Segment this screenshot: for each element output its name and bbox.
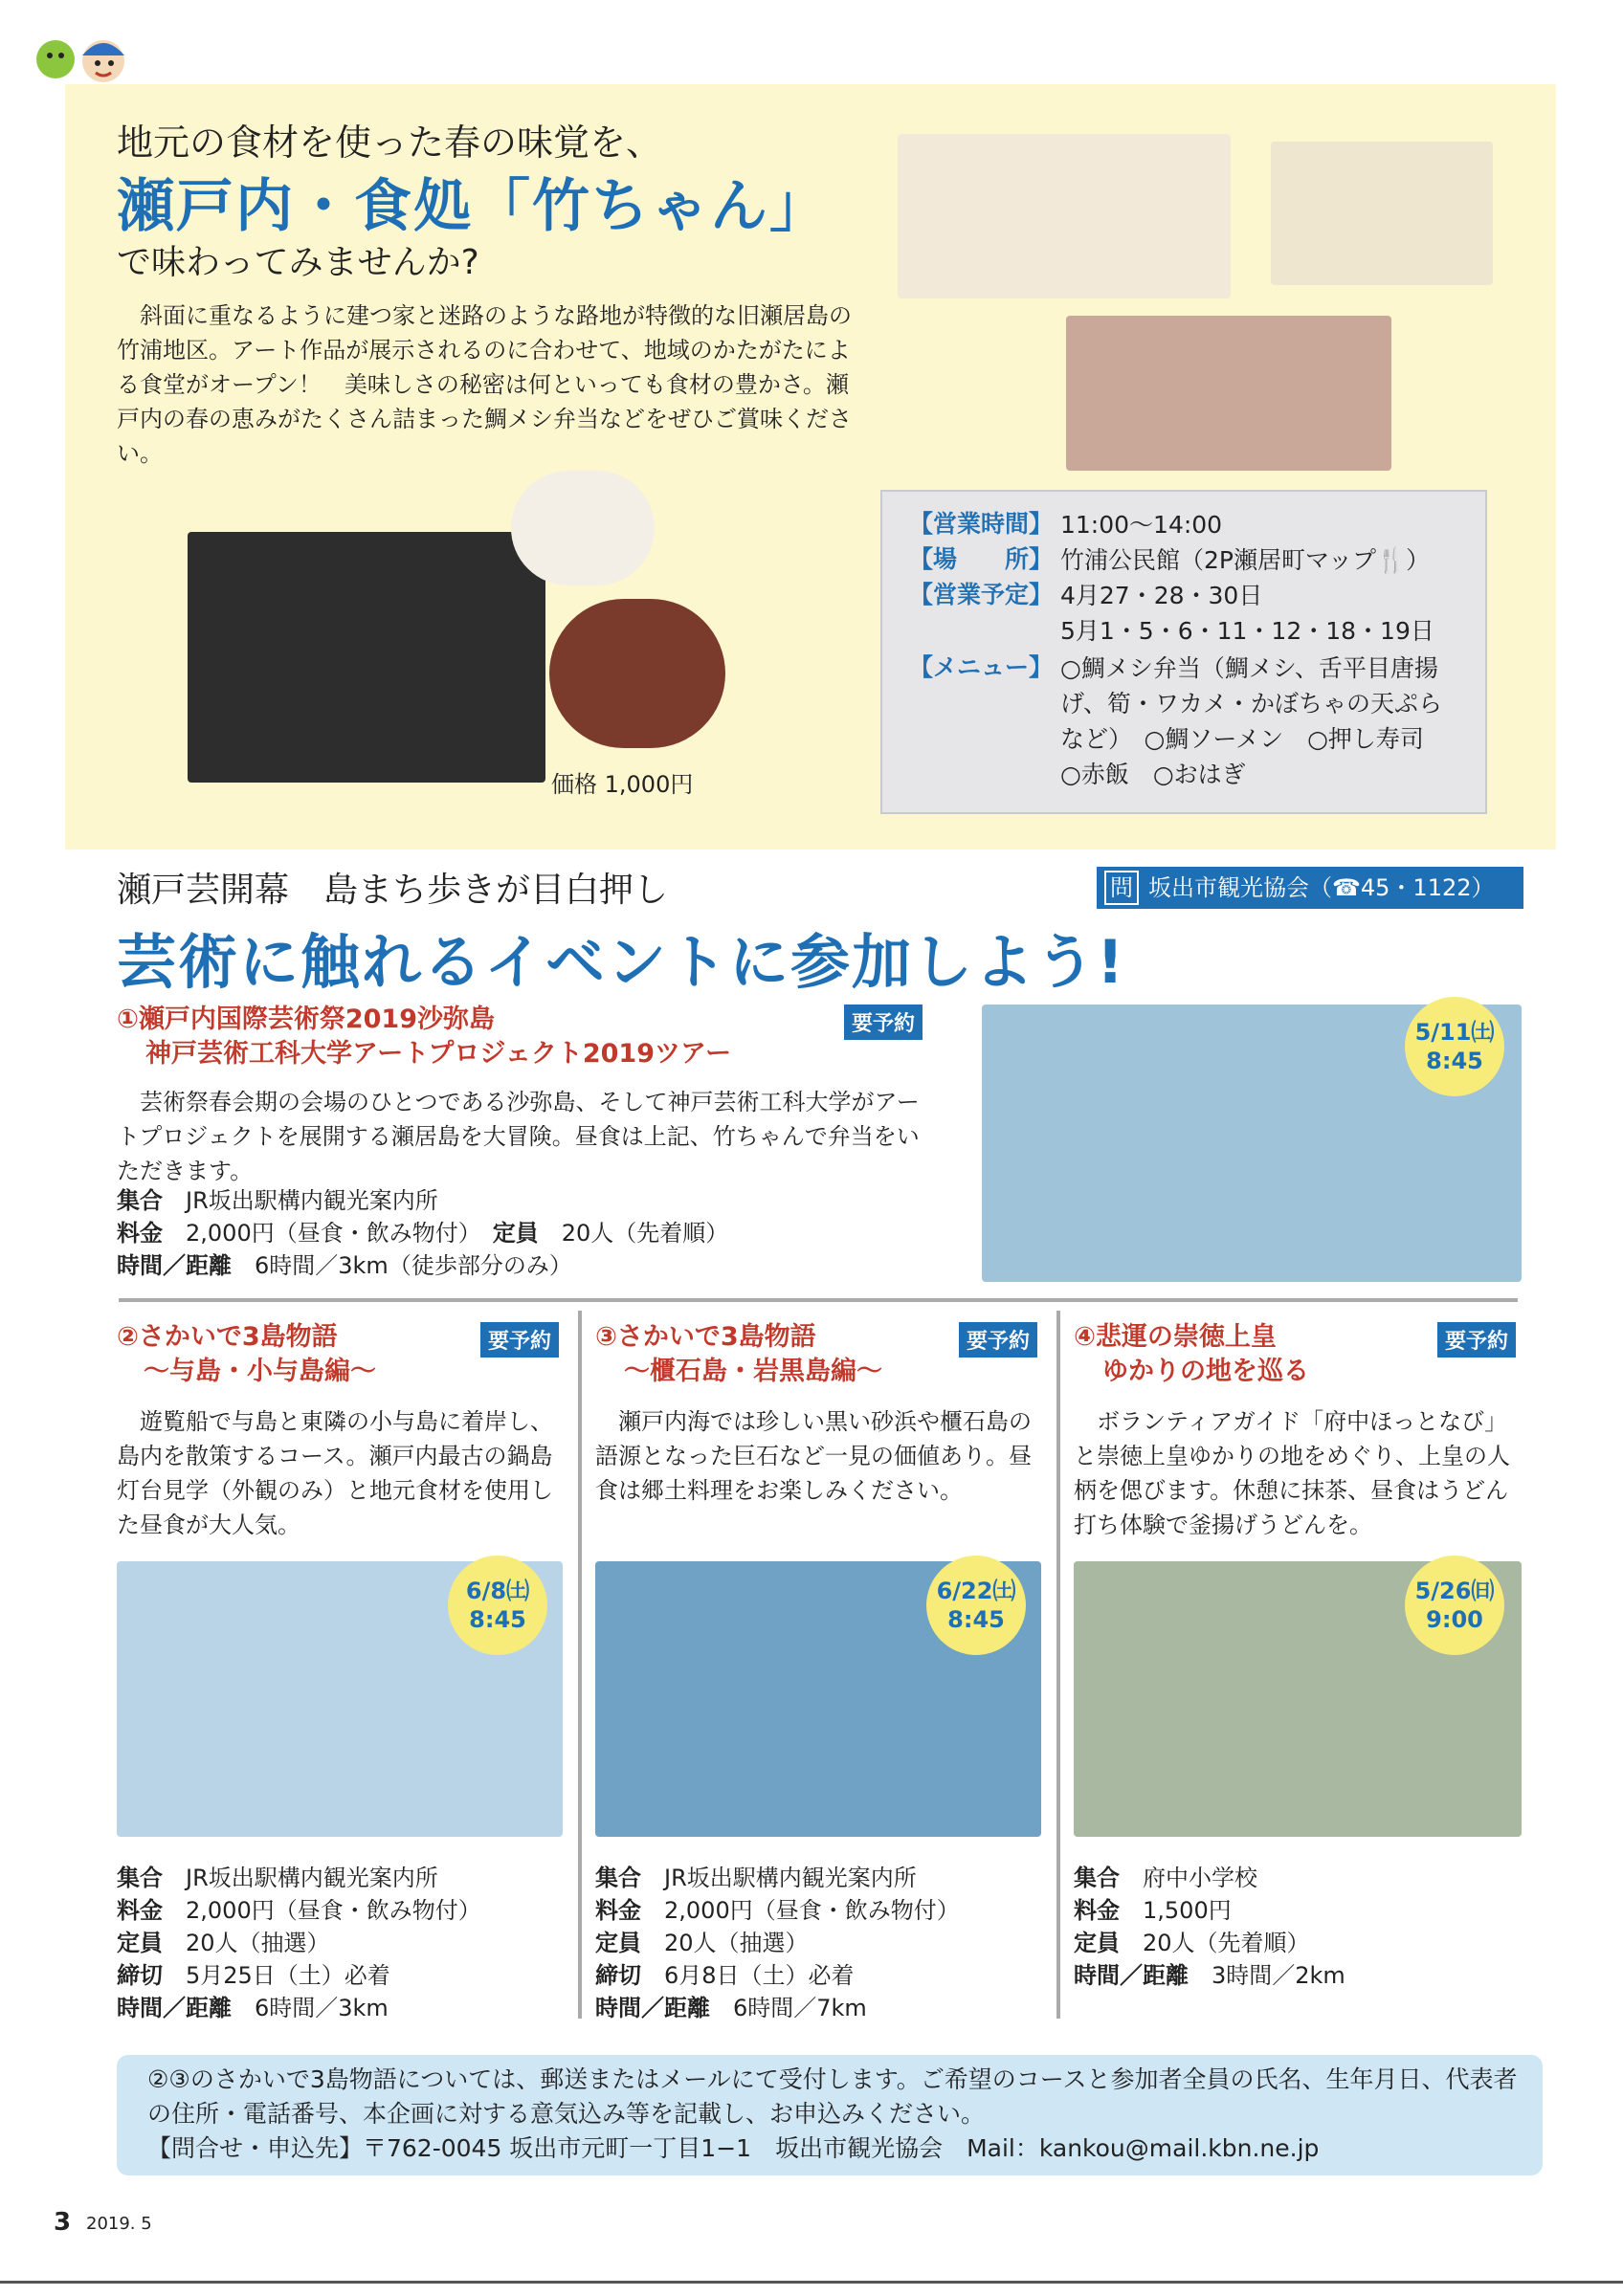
feature-lead: 地元の食材を使った春の味覚を、 <box>117 121 663 164</box>
notice-text <box>147 2063 1525 2166</box>
info-hours: 11:00〜14:00 <box>1060 511 1223 539</box>
event2-date-badge <box>448 1556 547 1655</box>
event2-detail-label: 締切 <box>117 1962 163 1989</box>
event4-details <box>1074 1862 1523 1992</box>
event4-detail-label: 時間／距離 <box>1074 1962 1189 1989</box>
event2-detail-value: 20人（抽選） <box>186 1930 330 1956</box>
info-menu-label: 【メニュー】 <box>909 653 1054 681</box>
info-dates-2: 5月1・5・6・11・12・18・19日 <box>1060 617 1434 645</box>
info-dates-label: 【営業予定】 <box>909 581 1054 608</box>
info-dates-1: 4月27・28・30日 <box>1060 582 1263 609</box>
event4-detail-label: 定員 <box>1074 1930 1120 1956</box>
event1-date-badge <box>1405 997 1504 1096</box>
event3-date: 6/22㈯ <box>936 1578 1016 1604</box>
event2-detail-value: 2,000円（昼食・飲み物付） <box>186 1897 481 1924</box>
notice-line-2[interactable]: 【問合せ・申込先】〒762-0045 坂出市元町一丁目1−1 坂出市観光協会 Mail：kankou@mail.kbn.ne.jp <box>147 2134 1320 2162</box>
info-hours-row <box>909 507 1062 541</box>
event2-title-1: ②さかいで3島物語 <box>117 1322 338 1352</box>
column-divider-1 <box>578 1311 582 2019</box>
event1-body: 芸術祭春会期の会場のひとつである沙弥島、そして神戸芸術工科大学がアートプロジェクトを展開する瀬居島を大冒険。昼食は上記、竹ちゃんで弁当をいただきます。 <box>117 1089 920 1184</box>
column-divider-2 <box>1056 1311 1060 2019</box>
page-number: 3 <box>54 2208 72 2237</box>
event3-body: 瀬戸内海では珍しい黒い砂浜や櫃石島の語源となった巨石など一見の価値あり。昼食は郷土料理をお楽しみください。 <box>595 1408 1032 1504</box>
sekihan-photo <box>1066 316 1391 471</box>
event3-detail-label: 定員 <box>595 1930 641 1956</box>
notice-line-1: ②③のさかいで3島物語については、郵送またはメールにて受付します。ご希望のコースと参加者全員の氏名、生年月日、代表者の住所・電話番号、本企画に対する意気込み等を記載し、お申込みください。 <box>147 2065 1518 2128</box>
event3-detail-value: JR坂出駅構内観光案内所 <box>664 1865 917 1891</box>
ohagi-photo <box>1271 142 1493 285</box>
feature-lead-2: で味わってみませんか? <box>117 243 479 282</box>
section-kicker: 瀬戸芸開幕 島まち歩きが目白押し <box>117 871 669 910</box>
event4-detail-value: 府中小学校 <box>1143 1865 1257 1891</box>
event2-detail-label: 定員 <box>117 1930 163 1956</box>
section-divider <box>119 1298 1518 1302</box>
event1-detail-value: 20人（先着順） <box>561 1220 729 1247</box>
info-dates-row <box>909 578 1062 612</box>
event3-detail-value: 2,000円（昼食・飲み物付） <box>664 1897 960 1924</box>
event1-reserve-badge: 要予約 <box>844 1004 923 1040</box>
event3-detail-label: 締切 <box>595 1962 641 1989</box>
event3-detail-label: 集合 <box>595 1865 641 1891</box>
info-place: 竹浦公民館（2P瀬居町マップ🍴） <box>1060 546 1431 574</box>
event2-detail-label: 集合 <box>117 1865 163 1891</box>
event4-detail-label: 料金 <box>1074 1897 1120 1924</box>
contact-q-mark: 問 <box>1104 871 1139 905</box>
event1-detail-label: 時間／距離 <box>117 1252 232 1279</box>
event4-body: ボランティアガイド「府中ほっとなび」と崇徳上皇ゆかりの地をめぐり、上皇の人柄を偲びます。休憩に抹茶、昼食はうどん打ち体験で釜揚げうどんを。 <box>1074 1408 1510 1538</box>
event1-detail-label: 集合 <box>117 1187 163 1214</box>
feature-intro: 斜面に重なるように建つ家と迷路のような路地が特徴的な旧瀬居島の竹浦地区。アート作品が展示されるのに合わせて、地域のかたがたによる食堂がオープン！ 美味しさの秘密は何といっても食材の豊かさ。瀬戸内の春の恵みがたくさん詰まった鯛メシ弁当などをぜひご賞味ください。 <box>117 302 852 467</box>
bento-price: 価格 1,000円 <box>551 771 694 798</box>
bottom-rule <box>0 2281 1623 2284</box>
event1-detail-label: 料金 <box>117 1220 163 1247</box>
info-place-label: 【場 所】 <box>909 545 1054 573</box>
event4-detail-value: 20人（先着順） <box>1143 1930 1310 1956</box>
event4-date: 5/26㈰ <box>1414 1578 1495 1604</box>
info-hours-label: 【営業時間】 <box>909 510 1054 538</box>
somen-photo <box>511 471 655 585</box>
event3-time: 8:45 <box>947 1606 1005 1633</box>
bento-photo <box>188 532 545 783</box>
event4-reserve-badge: 要予約 <box>1437 1322 1516 1358</box>
event2-body: 遊覧船で与島と東隣の小与島に着岸し、島内を散策するコース。瀬戸内最古の鍋島灯台見学（外観のみ）と地元食材を使用した昼食が大人気。 <box>117 1408 553 1538</box>
issue-date: 2019. 5 <box>86 2214 152 2234</box>
event1-details <box>117 1184 930 1282</box>
event1-detail-value: 2,000円（昼食・飲み物付） <box>186 1220 470 1247</box>
event4-title-1: ④悲運の崇徳上皇 <box>1074 1322 1277 1352</box>
event3-details <box>595 1862 1045 2024</box>
event1-detail-label: 定員 <box>492 1220 539 1247</box>
event2-reserve-badge: 要予約 <box>480 1322 559 1358</box>
info-menu: ○鯛メシ弁当（鯛メシ、舌平目唐揚げ、筍・ワカメ・かぼちゃの天ぷらなど） ○鯛ソーメン ○押し寿司 ○赤飯 ○おはぎ <box>1060 654 1448 788</box>
info-menu-row <box>909 651 1062 685</box>
event3-reserve-badge: 要予約 <box>959 1322 1037 1358</box>
event1-title-1: ①瀬戸内国際芸術祭2019沙弥島 <box>117 1004 496 1034</box>
event1-detail-value: JR坂出駅構内観光案内所 <box>186 1187 438 1214</box>
event1-title-2: 神戸芸術工科大学アートプロジェクト2019ツアー <box>145 1039 732 1069</box>
feature-title: 瀬戸内・食処「竹ちゃん」 <box>117 173 829 240</box>
sushi-photo <box>898 134 1231 298</box>
event2-detail-value: 6時間／3km <box>255 1995 389 2021</box>
event3-detail-label: 時間／距離 <box>595 1995 710 2021</box>
event1-date: 5/11㈯ <box>1414 1019 1495 1046</box>
section-contact <box>1097 867 1523 909</box>
soup-photo <box>549 599 725 748</box>
event2-title-2: 〜与島・小与島編〜 <box>144 1357 376 1386</box>
event4-detail-label: 集合 <box>1074 1865 1120 1891</box>
event3-detail-value: 6月8日（土）必着 <box>664 1962 855 1989</box>
event2-detail-label: 料金 <box>117 1897 163 1924</box>
event4-time: 9:00 <box>1426 1606 1483 1633</box>
event1-time: 8:45 <box>1426 1048 1483 1074</box>
event3-date-badge <box>926 1556 1026 1655</box>
event2-details <box>117 1862 567 2024</box>
event2-detail-value: 5月25日（土）必着 <box>186 1962 390 1989</box>
event3-detail-value: 20人（抽選） <box>664 1930 809 1956</box>
event3-detail-label: 料金 <box>595 1897 641 1924</box>
event4-title-2: ゆかりの地を巡る <box>1102 1357 1309 1386</box>
event1-detail-value: 6時間／3km（徒歩部分のみ） <box>255 1252 572 1279</box>
event3-detail-value: 6時間／7km <box>733 1995 867 2021</box>
event2-date: 6/8㈯ <box>465 1578 530 1604</box>
contact-text: 坂出市観光協会（☎45・1122） <box>1148 874 1495 901</box>
event2-detail-label: 時間／距離 <box>117 1995 232 2021</box>
event4-date-badge <box>1405 1556 1504 1655</box>
event3-title-1: ③さかいで3島物語 <box>595 1322 816 1352</box>
event4-detail-value: 3時間／2km <box>1212 1962 1345 1989</box>
section-title: 芸術に触れるイベントに参加しよう! <box>117 927 1126 997</box>
event2-detail-value: JR坂出駅構内観光案内所 <box>186 1865 438 1891</box>
event4-detail-value: 1,500円 <box>1143 1897 1232 1924</box>
event2-time: 8:45 <box>469 1606 526 1633</box>
info-place-row <box>909 542 1062 577</box>
event3-title-2: 〜櫃石島・岩黒島編〜 <box>624 1357 882 1386</box>
